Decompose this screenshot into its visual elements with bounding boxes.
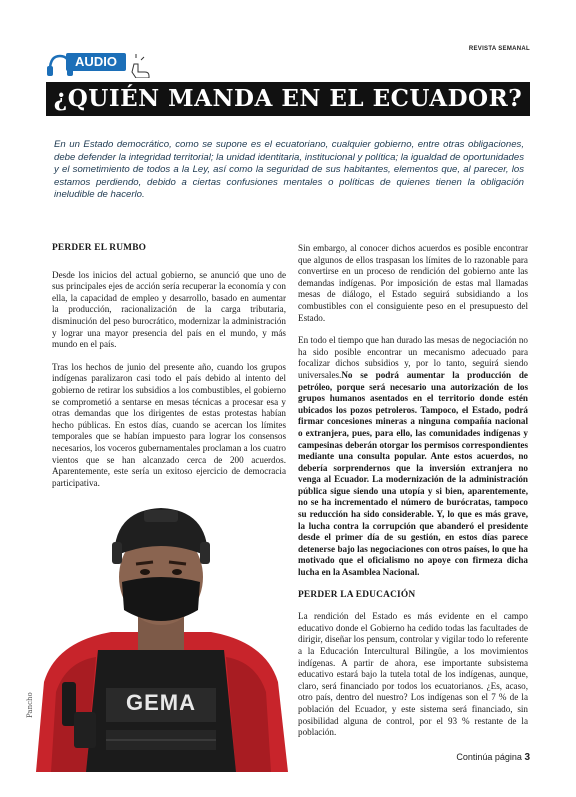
audio-label[interactable]: AUDIO — [66, 53, 126, 71]
continue-indicator[interactable] — [456, 752, 530, 763]
section-heading-perder-la-educacion: PERDER LA EDUCACIÓN — [298, 589, 416, 600]
artist-signature: Pancho — [26, 692, 34, 718]
paragraph: Sin embargo, al conocer dichos acuerdos es posible encontrar que algunos de ellos traspasan los límites de lo razonable para convertirse en un proceso de rendición del gobierno ante las demandas indígenas. Por imposición de estas mal llamadas mesas de diálogo, el Estado seguirá subsidiando a los combustibles con el consiguiente peso en el presupuesto del Estado. — [298, 243, 528, 323]
paragraph-text: En todo el tiempo que han durado las mesas de negociación no ha sido posible encontrar un mecanismo adecuado para focalizar dichos subsidios y, por lo tanto, seguirá siendo universales. — [298, 335, 528, 380]
continue-page-number: 3 — [524, 752, 530, 763]
magazine-name: REVISTA SEMANAL — [468, 46, 530, 52]
paragraph: La rendición del Estado es más evidente en el campo educativo donde el Gobierno ha cedido todas las facultades de dirigir, diseñar los pensum, controlar y vigilar todo lo referente a la Educación Intercultural Bilingüe, a los movimientos indígenas. A partir de ahora, ese importante subsistema educativo estará bajo la tutela total de los indígenas, aunque, claro, será financiado por todos los ecuatorianos. ¿Es, acaso, otro país, dentro del nuestro? Los indígenas son el 7 % de la población del Ecuador, y este sistema será financiado, sin posibilidad alguna de control, por el 93 % restante de la población. — [298, 611, 528, 738]
vest-label: GEMA — [126, 690, 196, 715]
page-title: ¿QUIÉN MANDA EN EL ECUADOR? — [46, 82, 530, 116]
lead-paragraph: En un Estado democrático, como se supone es el ecuatoriano, cualquier gobierno, entre otras obligaciones, debe defender la integridad territorial; la unidad identitaria, institucional y política; la igualdad de oportunidades y el sometimiento de todos a la Ley, así como la seguridad de sus habitantes, elementos que, al parecer, los estamos perdiendo, debido a ciertas confusiones mentales o políticas de quienes tienen la obligación ineludible de hacerlo. — [54, 139, 524, 201]
officer-photo — [26, 492, 296, 772]
paragraph: Desde los inicios del actual gobierno, se anunció que uno de sus principales ejes de acción sería recuperar la economía y con ella, la capacidad de empleo y desarrollo, basado en aumentar la producción, racionalización de la carga tributaria, disminución del peso burocrático, modernizar la administración y lograr una mayor presencia del país en el mundo, y más mundo en el país. — [52, 269, 286, 350]
section-heading-perder-el-rumbo: PERDER EL RUMBO — [52, 243, 147, 253]
paragraph: Tras los hechos de junio del presente año, cuando los grupos indígenas paralizaron casi todo el país debido al intento del gobierno de retirar los subsidios a los combustibles, el gobierno se comprometió a sentarse en mesas técnicas a procesar esa y otras demandas que los dirigentes de estas protestas habían hecho públicas. En estos días, cuando se acercan los límites temporales que se habían impuesto para lograr los consensos necesarios, los voceros gubernamentales proclaman a los cuatro vientos que se han alcanzado cerca de 200 acuerdos. Aparentemente, este sería un exitoso ejercicio de democracia participativa. — [52, 361, 286, 488]
paragraph-bold-text: No se podrá aumentar la producción de petróleo, porque será necesario una autorización de los grupos humanos asentados en el territorio donde estén ubicados los pozos petroleros. Tampoco, el Estado, podrá firmar concesiones mineras a ninguna compañía nacional o extranjera, pues, para ello, las comunidades indígenas y campesinas deberán otorgar los permisos correspondientes mediante una consulta popular. Ante estos acuerdos, no debería sorprendernos que la inversión extranjera no venga al Ecuador. La modernización de la administración pública sigue siendo una utopía y si bien, aparentemente, no se ha incrementado el número de burócratas, tampoco su reducción ha sido considerable. Y, lo que es más grave, la lucha contra la corrupción que abanderó el presidente desde el primer día de su gestión, en estos días parece detenerse bajo las negociaciones con otros países, lo que ha motivado que el oficialismo no apoye con firmeza dicha lucha en la Asamblea Nacional. — [298, 369, 528, 578]
hand-pointer-icon — [132, 54, 149, 78]
article-column-2 — [298, 243, 528, 750]
continue-label: Continúa página — [456, 752, 522, 762]
article-column-1 — [52, 243, 286, 500]
paragraph — [298, 335, 528, 578]
